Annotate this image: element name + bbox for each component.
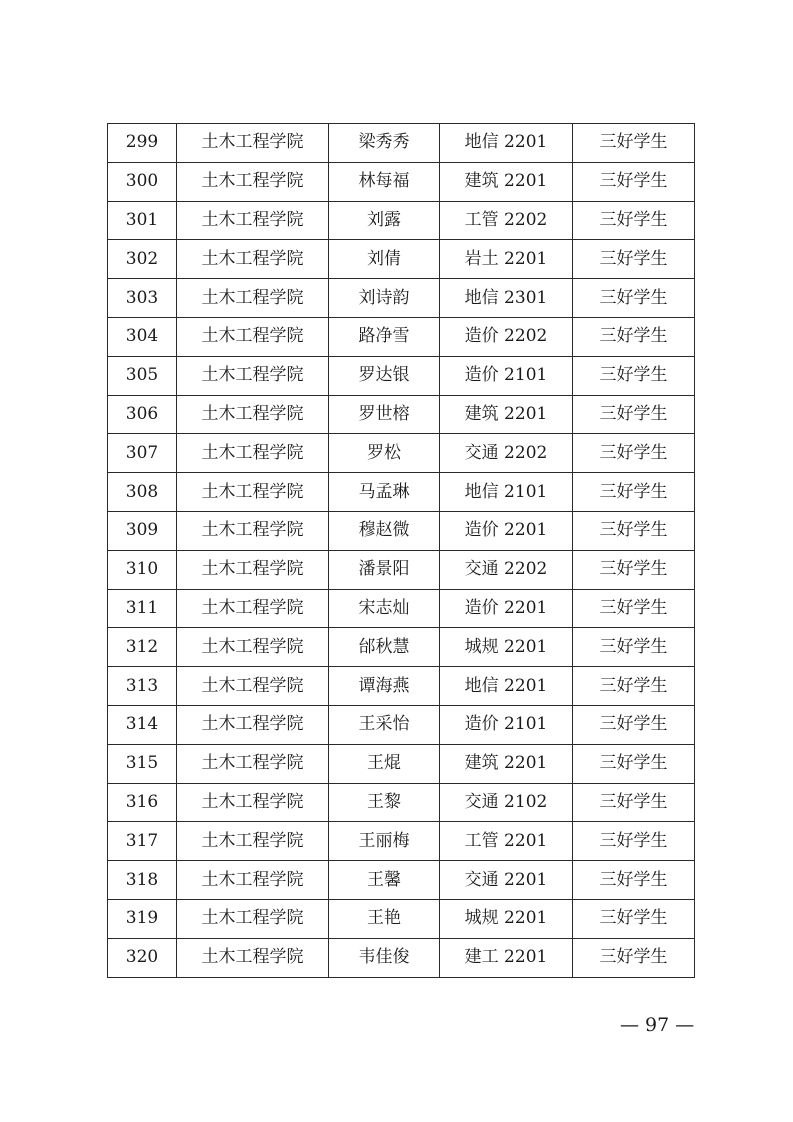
student-name-cell: 刘倩 xyxy=(329,240,440,279)
college-cell: 土木工程学院 xyxy=(177,356,329,395)
table-row xyxy=(108,473,695,512)
table-row xyxy=(108,628,695,667)
college-cell: 土木工程学院 xyxy=(177,550,329,589)
student-name-cell: 王馨 xyxy=(329,861,440,900)
class-cell: 建工 2201 xyxy=(440,938,573,977)
row-number-cell: 308 xyxy=(108,473,177,512)
row-number-cell: 318 xyxy=(108,861,177,900)
student-name-cell: 王丽梅 xyxy=(329,822,440,861)
table-row xyxy=(108,124,695,163)
student-name-cell: 刘诗韵 xyxy=(329,279,440,318)
table-row xyxy=(108,317,695,356)
award-cell: 三好学生 xyxy=(573,473,695,512)
table-row xyxy=(108,201,695,240)
table-row xyxy=(108,279,695,318)
student-name-cell: 宋志灿 xyxy=(329,589,440,628)
award-cell: 三好学生 xyxy=(573,822,695,861)
college-cell: 土木工程学院 xyxy=(177,744,329,783)
student-name-cell: 谭海燕 xyxy=(329,667,440,706)
row-number-cell: 301 xyxy=(108,201,177,240)
class-cell: 造价 2202 xyxy=(440,317,573,356)
class-cell: 岩土 2201 xyxy=(440,240,573,279)
class-cell: 工管 2201 xyxy=(440,822,573,861)
class-cell: 交通 2202 xyxy=(440,434,573,473)
row-number-cell: 317 xyxy=(108,822,177,861)
college-cell: 土木工程学院 xyxy=(177,240,329,279)
award-cell: 三好学生 xyxy=(573,279,695,318)
award-cell: 三好学生 xyxy=(573,861,695,900)
college-cell: 土木工程学院 xyxy=(177,667,329,706)
award-cell: 三好学生 xyxy=(573,201,695,240)
class-cell: 地信 2201 xyxy=(440,124,573,163)
class-cell: 交通 2201 xyxy=(440,861,573,900)
college-cell: 土木工程学院 xyxy=(177,899,329,938)
row-number-cell: 313 xyxy=(108,667,177,706)
row-number-cell: 305 xyxy=(108,356,177,395)
row-number-cell: 316 xyxy=(108,783,177,822)
row-number-cell: 302 xyxy=(108,240,177,279)
student-name-cell: 王艳 xyxy=(329,899,440,938)
college-cell: 土木工程学院 xyxy=(177,317,329,356)
student-name-cell: 王采怡 xyxy=(329,705,440,744)
award-cell: 三好学生 xyxy=(573,550,695,589)
award-roster-table xyxy=(107,123,695,978)
page-number: — 97 — xyxy=(620,1014,695,1036)
table-row xyxy=(108,744,695,783)
row-number-cell: 299 xyxy=(108,124,177,163)
row-number-cell: 303 xyxy=(108,279,177,318)
college-cell: 土木工程学院 xyxy=(177,395,329,434)
college-cell: 土木工程学院 xyxy=(177,783,329,822)
college-cell: 土木工程学院 xyxy=(177,473,329,512)
student-name-cell: 潘景阳 xyxy=(329,550,440,589)
table-row xyxy=(108,434,695,473)
award-cell: 三好学生 xyxy=(573,628,695,667)
student-name-cell: 罗世榕 xyxy=(329,395,440,434)
table-row xyxy=(108,240,695,279)
row-number-cell: 300 xyxy=(108,162,177,201)
table-row xyxy=(108,938,695,977)
college-cell: 土木工程学院 xyxy=(177,124,329,163)
row-number-cell: 309 xyxy=(108,511,177,550)
college-cell: 土木工程学院 xyxy=(177,628,329,667)
college-cell: 土木工程学院 xyxy=(177,201,329,240)
class-cell: 建筑 2201 xyxy=(440,744,573,783)
student-name-cell: 罗达银 xyxy=(329,356,440,395)
table-row xyxy=(108,667,695,706)
table-row xyxy=(108,783,695,822)
class-cell: 城规 2201 xyxy=(440,628,573,667)
class-cell: 城规 2201 xyxy=(440,899,573,938)
college-cell: 土木工程学院 xyxy=(177,511,329,550)
class-cell: 造价 2101 xyxy=(440,705,573,744)
student-name-cell: 王焜 xyxy=(329,744,440,783)
row-number-cell: 320 xyxy=(108,938,177,977)
class-cell: 造价 2201 xyxy=(440,589,573,628)
student-name-cell: 韦佳俊 xyxy=(329,938,440,977)
award-cell: 三好学生 xyxy=(573,589,695,628)
row-number-cell: 311 xyxy=(108,589,177,628)
award-cell: 三好学生 xyxy=(573,899,695,938)
award-cell: 三好学生 xyxy=(573,317,695,356)
college-cell: 土木工程学院 xyxy=(177,705,329,744)
row-number-cell: 304 xyxy=(108,317,177,356)
row-number-cell: 307 xyxy=(108,434,177,473)
college-cell: 土木工程学院 xyxy=(177,162,329,201)
college-cell: 土木工程学院 xyxy=(177,279,329,318)
table-row xyxy=(108,550,695,589)
row-number-cell: 314 xyxy=(108,705,177,744)
student-name-cell: 林每福 xyxy=(329,162,440,201)
student-name-cell: 路净雪 xyxy=(329,317,440,356)
award-cell: 三好学生 xyxy=(573,511,695,550)
award-cell: 三好学生 xyxy=(573,705,695,744)
student-name-cell: 梁秀秀 xyxy=(329,124,440,163)
table-row xyxy=(108,511,695,550)
table-row xyxy=(108,822,695,861)
table-row xyxy=(108,162,695,201)
award-cell: 三好学生 xyxy=(573,395,695,434)
award-cell: 三好学生 xyxy=(573,938,695,977)
table-row xyxy=(108,899,695,938)
award-cell: 三好学生 xyxy=(573,783,695,822)
table-row xyxy=(108,395,695,434)
row-number-cell: 319 xyxy=(108,899,177,938)
class-cell: 工管 2202 xyxy=(440,201,573,240)
student-name-cell: 穆赵微 xyxy=(329,511,440,550)
class-cell: 地信 2101 xyxy=(440,473,573,512)
class-cell: 造价 2101 xyxy=(440,356,573,395)
student-name-cell: 王黎 xyxy=(329,783,440,822)
class-cell: 交通 2102 xyxy=(440,783,573,822)
row-number-cell: 315 xyxy=(108,744,177,783)
class-cell: 造价 2201 xyxy=(440,511,573,550)
table-row xyxy=(108,589,695,628)
table-row xyxy=(108,861,695,900)
table-row xyxy=(108,705,695,744)
award-cell: 三好学生 xyxy=(573,124,695,163)
award-cell: 三好学生 xyxy=(573,667,695,706)
class-cell: 建筑 2201 xyxy=(440,395,573,434)
student-name-cell: 邰秋慧 xyxy=(329,628,440,667)
row-number-cell: 310 xyxy=(108,550,177,589)
college-cell: 土木工程学院 xyxy=(177,938,329,977)
roster-table-body xyxy=(108,124,695,978)
student-name-cell: 刘露 xyxy=(329,201,440,240)
class-cell: 交通 2202 xyxy=(440,550,573,589)
class-cell: 地信 2301 xyxy=(440,279,573,318)
college-cell: 土木工程学院 xyxy=(177,822,329,861)
class-cell: 地信 2201 xyxy=(440,667,573,706)
award-cell: 三好学生 xyxy=(573,240,695,279)
row-number-cell: 312 xyxy=(108,628,177,667)
class-cell: 建筑 2201 xyxy=(440,162,573,201)
college-cell: 土木工程学院 xyxy=(177,589,329,628)
award-cell: 三好学生 xyxy=(573,744,695,783)
college-cell: 土木工程学院 xyxy=(177,861,329,900)
award-cell: 三好学生 xyxy=(573,356,695,395)
table-row xyxy=(108,356,695,395)
row-number-cell: 306 xyxy=(108,395,177,434)
award-cell: 三好学生 xyxy=(573,434,695,473)
student-name-cell: 罗松 xyxy=(329,434,440,473)
award-cell: 三好学生 xyxy=(573,162,695,201)
student-name-cell: 马孟琳 xyxy=(329,473,440,512)
college-cell: 土木工程学院 xyxy=(177,434,329,473)
